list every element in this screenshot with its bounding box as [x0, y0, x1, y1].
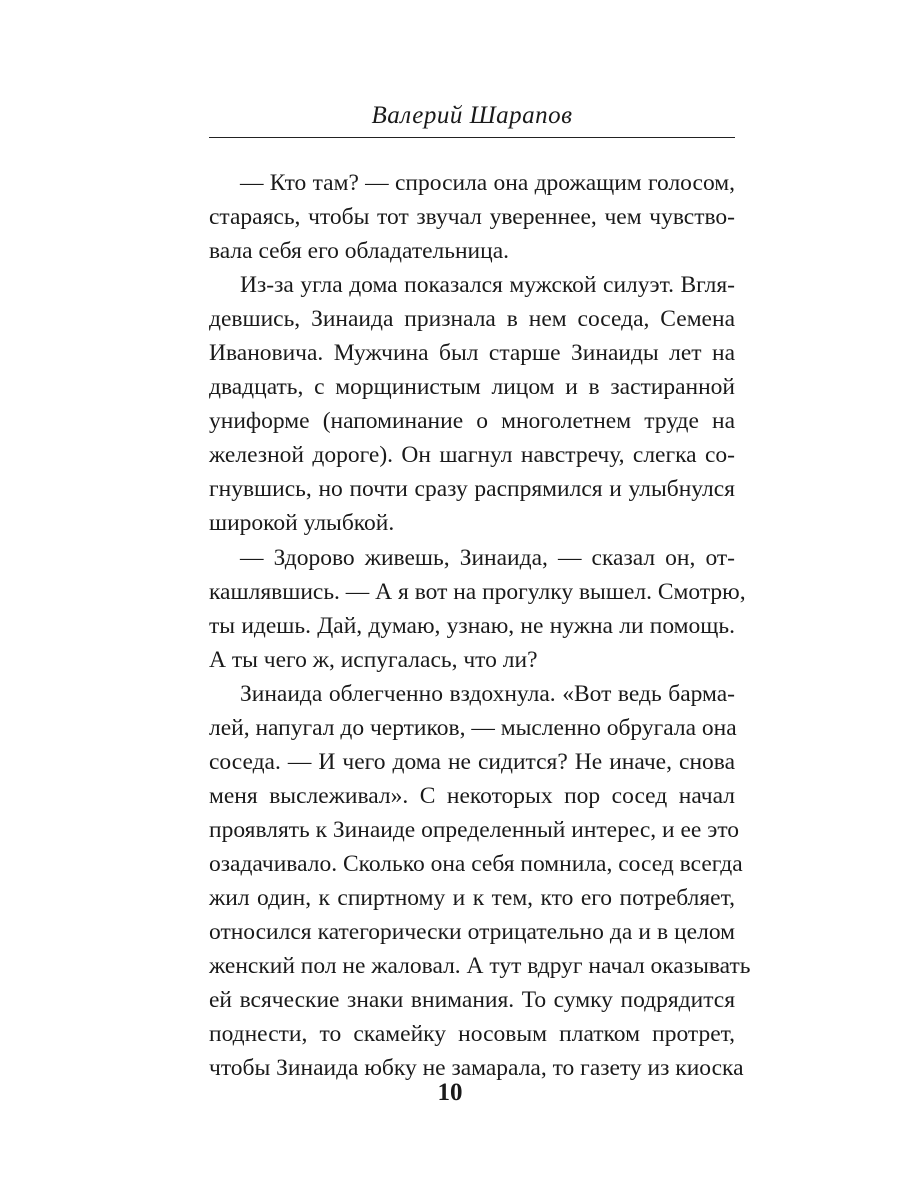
body-text — [209, 166, 751, 1085]
text-line: меня выслеживал». С некоторых пор сосед начал — [209, 782, 735, 809]
paragraph — [209, 677, 751, 1086]
text-line: кашлявшись. — А я вот на прогулку вышел. Смотрю, — [209, 578, 746, 605]
text-line: стараясь, чтобы тот звучал увереннее, чем чувство- — [209, 204, 735, 231]
paragraph — [209, 268, 735, 540]
paragraph — [209, 541, 746, 677]
paragraph — [209, 166, 735, 268]
text-line: лей, напугал до чертиков, — мысленно обругала она — [209, 714, 737, 741]
text-line: униформе (напоминание о многолетнем труде на — [209, 408, 735, 435]
text-line: А ты чего ж, испугалась, что ли? — [209, 646, 538, 673]
text-line: девшись, Зинаида признала в нем соседа, Семена — [209, 306, 735, 333]
text-line: проявлять к Зинаиде определенный интерес, и ее это — [209, 816, 740, 843]
text-line: озадачивало. Сколько она себя помнила, сосед всегда — [209, 850, 743, 877]
page-number: 10 — [437, 1079, 463, 1106]
text-line: — Здорово живешь, Зинаида, — сказал он, от- — [240, 544, 735, 571]
text-line: чтобы Зинаида юбку не замарала, то газету из киоска — [209, 1055, 744, 1082]
text-line: поднести, то скамейку носовым платком протрет, — [209, 1021, 735, 1048]
text-line: гнувшись, но почти сразу распрямился и улыбнулся — [209, 476, 735, 503]
text-line: широкой улыбкой. — [209, 510, 395, 537]
running-header-author: Валерий Шарапов — [371, 102, 573, 129]
text-line: Ивановича. Мужчина был старше Зинаиды лет на — [209, 340, 735, 367]
text-line: двадцать, с морщинистым лицом и в застиранной — [209, 374, 735, 401]
text-line: соседа. — И чего дома не сидится? Не иначе, снова — [209, 748, 735, 775]
text-line: Из-за угла дома показался мужской силуэт. Вгля- — [240, 272, 735, 299]
text-line: вала себя его обладательница. — [209, 238, 510, 265]
text-line: — Кто там? — спросила она дрожащим голосом, — [240, 170, 735, 196]
text-line: ей всяческие знаки внимания. То сумку подрядится — [209, 987, 735, 1014]
text-line: жил один, к спиртному и к тем, кто его потребляет, — [209, 884, 735, 911]
text-line: относился категорически отрицательно да и в целом — [209, 919, 735, 946]
text-line: железной дороге). Он шагнул навстречу, слегка со- — [209, 442, 735, 469]
header-divider — [209, 137, 735, 138]
text-line: женский пол не жаловал. А тут вдруг начал оказывать — [209, 953, 751, 980]
text-line: ты идешь. Дай, думаю, узнаю, не нужна ли помощь. — [209, 612, 735, 639]
text-line: Зинаида облегченно вздохнула. «Вот ведь барма- — [240, 680, 735, 707]
